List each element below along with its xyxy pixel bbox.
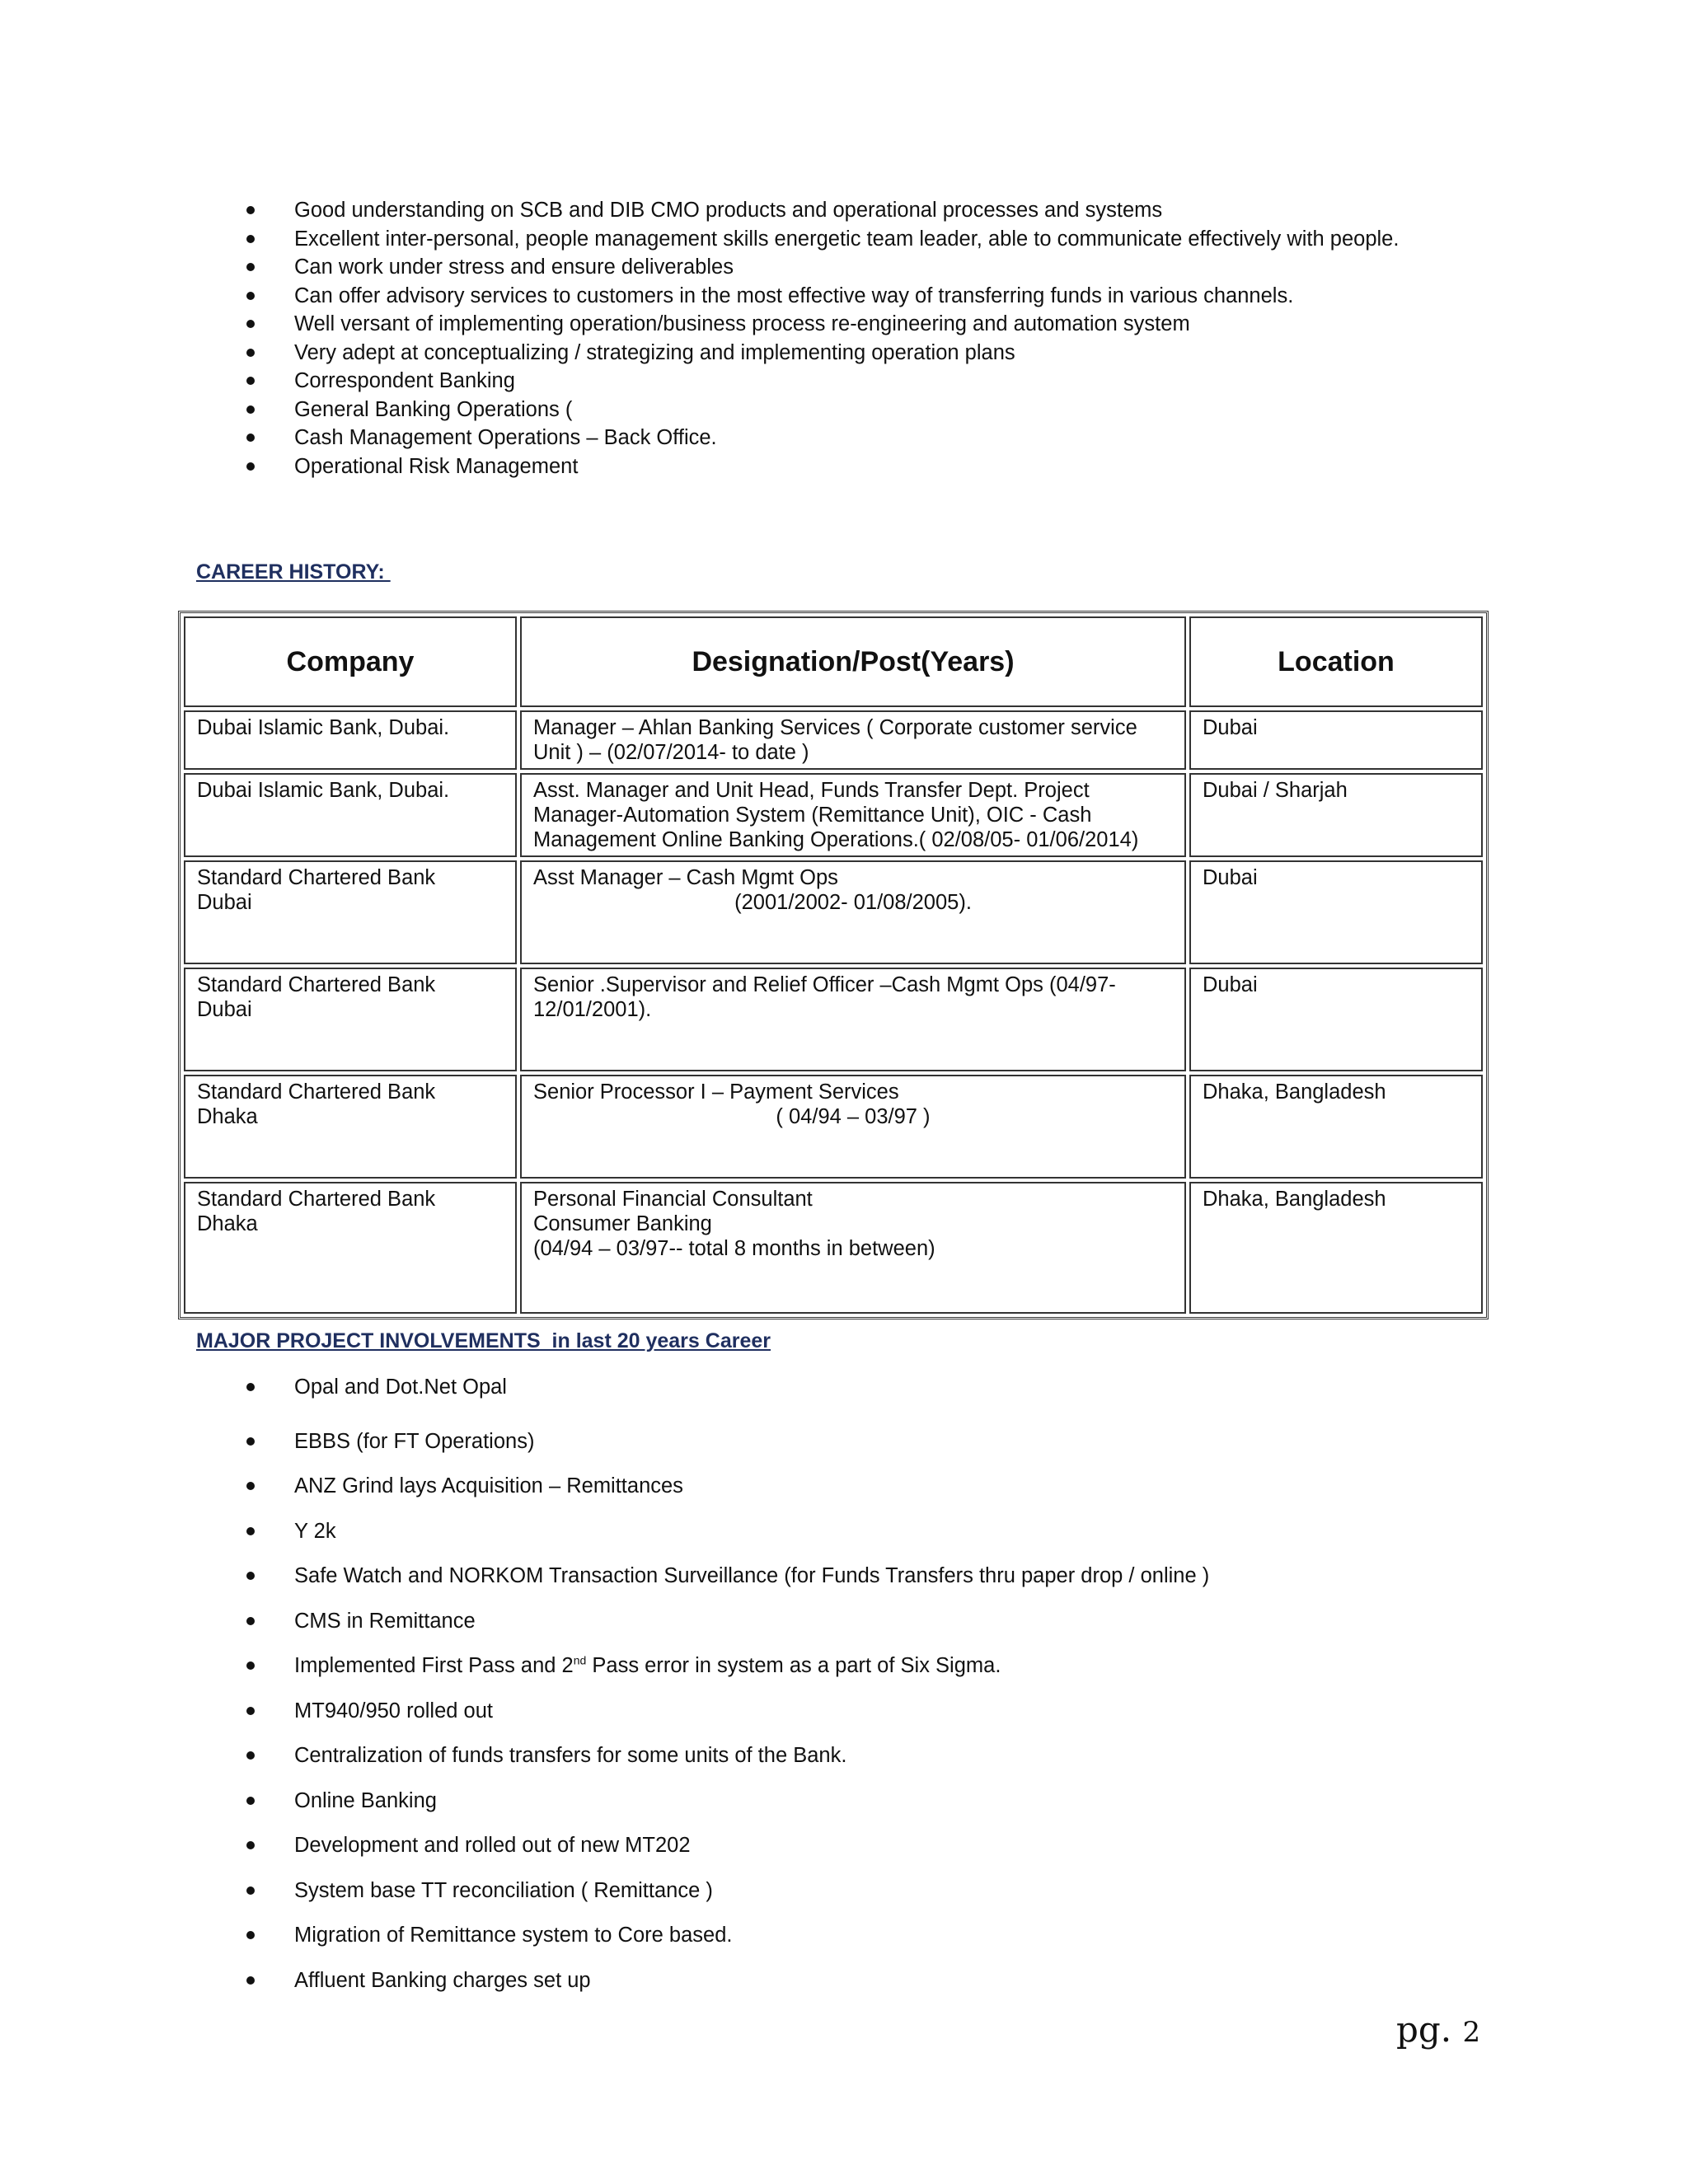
- bullet-icon: [246, 349, 255, 357]
- designation-cell: Personal Financial Consultant Consumer Banking (04/94 – 03/97-- total 8 months in between): [520, 1182, 1186, 1314]
- bullet-icon: [246, 206, 255, 214]
- bullet-icon: [246, 1931, 255, 1939]
- bullet-icon: [246, 292, 255, 300]
- designation-cell: Asst. Manager and Unit Head, Funds Transfer Dept. Project Manager-Automation System (Remittance Unit), OIC - Cash Management Online Banking Operations.( 02/08/05- 01/06/2014): [520, 773, 1186, 857]
- list-item: Centralization of funds transfers for some units of the Bank.: [0, 1741, 1209, 1770]
- bullet-icon: [246, 377, 255, 385]
- list-item: Excellent inter-personal, people management skills energetic team leader, able to communicate effectively with people.: [0, 225, 1399, 254]
- skills-list: [0, 196, 1399, 480]
- company-cell: Dubai Islamic Bank, Dubai.: [184, 710, 517, 770]
- bullet-icon: [246, 1886, 255, 1895]
- list-item: Y 2k: [0, 1517, 1209, 1546]
- location-cell: Dubai / Sharjah: [1189, 773, 1483, 857]
- designation-cell: Manager – Ahlan Banking Services ( Corporate customer service Unit ) – (02/07/2014- to date ): [520, 710, 1186, 770]
- list-item: Well versant of implementing operation/business process re-engineering and automation system: [0, 310, 1399, 339]
- company-cell: Standard Chartered Bank Dubai: [184, 968, 517, 1071]
- location-cell: Dubai: [1189, 860, 1483, 964]
- bullet-icon: [246, 1527, 255, 1535]
- list-item: Correspondent Banking: [0, 367, 1399, 396]
- bullet-icon: [246, 1707, 255, 1715]
- list-item: Operational Risk Management: [0, 452, 1399, 481]
- list-item: System base TT reconciliation ( Remittance ): [0, 1877, 1209, 1905]
- company-cell: Standard Chartered Bank Dhaka: [184, 1182, 517, 1314]
- company-cell: Standard Chartered Bank Dubai: [184, 860, 517, 964]
- list-item: Very adept at conceptualizing / strategizing and implementing operation plans: [0, 339, 1399, 368]
- table-row: [184, 1182, 1483, 1314]
- designation-cell: Asst Manager – Cash Mgmt Ops (2001/2002- 01/08/2005).: [520, 860, 1186, 964]
- company-cell: Standard Chartered Bank Dhaka: [184, 1075, 517, 1179]
- list-item: Safe Watch and NORKOM Transaction Surveillance (for Funds Transfers thru paper drop / online ): [0, 1562, 1209, 1591]
- career-history-heading: CAREER HISTORY:: [196, 560, 391, 583]
- designation-cell: Senior .Supervisor and Relief Officer –Cash Mgmt Ops (04/97-12/01/2001).: [520, 968, 1186, 1071]
- major-projects-heading: MAJOR PROJECT INVOLVEMENTS in last 20 years Career: [196, 1329, 771, 1352]
- bullet-icon: [246, 320, 255, 328]
- designation-cell: Senior Processor I – Payment Services ( 04/94 – 03/97 ): [520, 1075, 1186, 1179]
- list-item: Opal and Dot.Net Opal: [0, 1373, 1209, 1402]
- list-item: EBBS (for FT Operations): [0, 1427, 1209, 1456]
- bullet-icon: [246, 1437, 255, 1446]
- table-row: [184, 710, 1483, 770]
- table-row: [184, 1075, 1483, 1179]
- list-item: Online Banking: [0, 1787, 1209, 1816]
- bullet-icon: [246, 1976, 255, 1985]
- table-row: [184, 773, 1483, 857]
- page-number: pg. 2: [1396, 2009, 1481, 2050]
- list-item: Implemented First Pass and 2nd Pass error in system as a part of Six Sigma.: [0, 1652, 1209, 1680]
- column-header-designation: Designation/Post(Years): [520, 616, 1186, 707]
- bullet-icon: [246, 1482, 255, 1490]
- bullet-icon: [246, 235, 255, 243]
- location-cell: Dhaka, Bangladesh: [1189, 1182, 1483, 1314]
- bullet-icon: [246, 1797, 255, 1805]
- list-item: Migration of Remittance system to Core based.: [0, 1921, 1209, 1950]
- list-item: Development and rolled out of new MT202: [0, 1831, 1209, 1860]
- bullet-icon: [246, 1751, 255, 1760]
- bullet-icon: [246, 1661, 255, 1670]
- list-item: General Banking Operations (: [0, 396, 1399, 424]
- bullet-icon: [246, 1841, 255, 1849]
- bullet-icon: [246, 434, 255, 442]
- bullet-icon: [246, 1383, 255, 1391]
- list-item: Affluent Banking charges set up: [0, 1966, 1209, 1995]
- column-header-company: Company: [184, 616, 517, 707]
- career-history-table: [178, 611, 1489, 1319]
- list-item: ANZ Grind lays Acquisition – Remittances: [0, 1472, 1209, 1501]
- column-header-location: Location: [1189, 616, 1483, 707]
- location-cell: Dubai: [1189, 968, 1483, 1071]
- list-item: Can offer advisory services to customers in the most effective way of transferring funds in various channels.: [0, 282, 1399, 311]
- list-item: Cash Management Operations – Back Office.: [0, 424, 1399, 452]
- table-header-row: [184, 616, 1483, 707]
- location-cell: Dhaka, Bangladesh: [1189, 1075, 1483, 1179]
- bullet-icon: [246, 405, 255, 414]
- list-item: Good understanding on SCB and DIB CMO products and operational processes and systems: [0, 196, 1399, 225]
- location-cell: Dubai: [1189, 710, 1483, 770]
- bullet-icon: [246, 1617, 255, 1625]
- bullet-icon: [246, 462, 255, 471]
- company-cell: Dubai Islamic Bank, Dubai.: [184, 773, 517, 857]
- projects-list: [0, 1373, 1209, 2011]
- list-item: CMS in Remittance: [0, 1607, 1209, 1636]
- table-row: [184, 860, 1483, 964]
- bullet-icon: [246, 1572, 255, 1580]
- list-item: Can work under stress and ensure deliverables: [0, 253, 1399, 282]
- table-row: [184, 968, 1483, 1071]
- list-item: MT940/950 rolled out: [0, 1697, 1209, 1726]
- bullet-icon: [246, 263, 255, 271]
